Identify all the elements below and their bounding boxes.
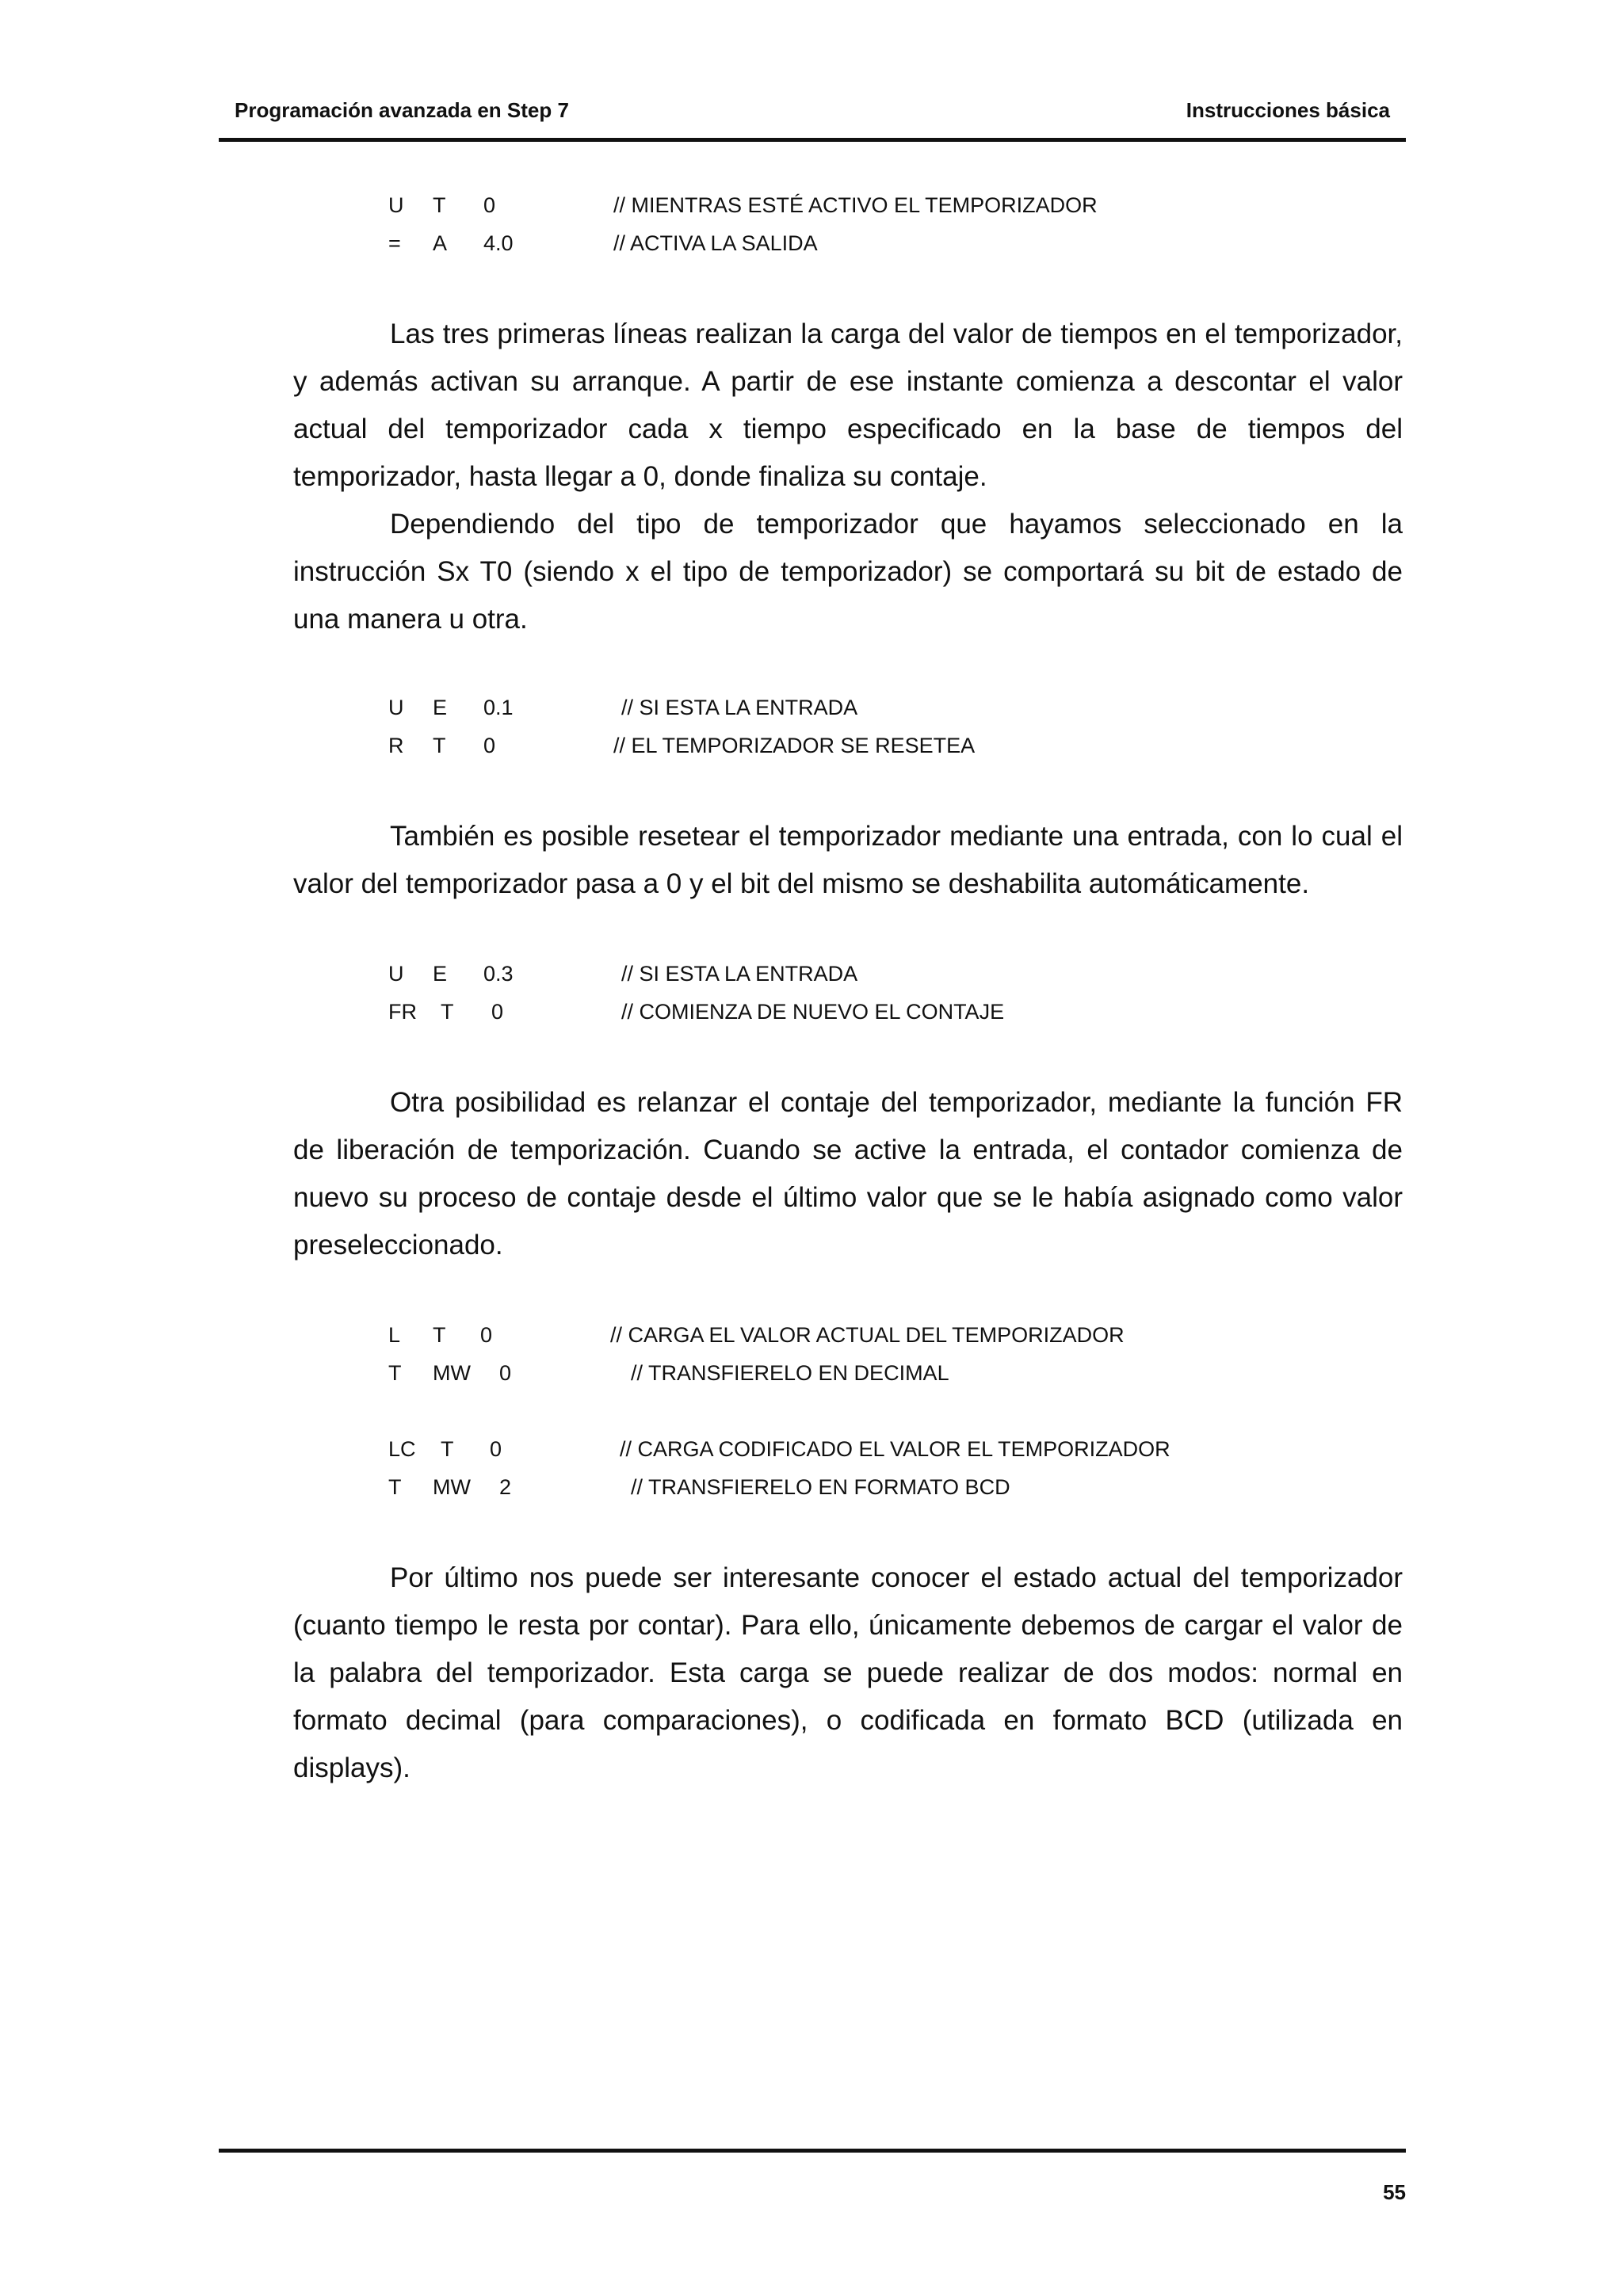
code-op: = (388, 231, 401, 255)
code-operand-1: MW (433, 1475, 471, 1499)
code-op: U (388, 193, 404, 217)
code-op: T (388, 1361, 402, 1385)
paragraph: Las tres primeras líneas realizan la carga del valor de tiempos en el temporizador, y además activan su arranque. A partir de ese instante comienza a descontar el valor actual del temporizador cada x tiempo especificado en la base de tiempos del temporizador, hasta llegar a 0, donde finaliza su contaje. (293, 318, 1403, 492)
code-comment: // SI ESTA LA ENTRADA (621, 962, 858, 986)
code-operand-1: T (441, 1000, 454, 1024)
code-line (388, 962, 1276, 1000)
code-comment: // CARGA CODIFICADO EL VALOR EL TEMPORIZADOR (620, 1437, 1170, 1461)
code-comment: // EL TEMPORIZADOR SE RESETEA (613, 734, 976, 757)
code-operand-2: 0 (491, 1000, 504, 1024)
code-operand-1: T (433, 193, 446, 217)
code-operand-1: T (433, 734, 446, 757)
code-op: L (388, 1323, 401, 1347)
code-line (388, 193, 1276, 231)
code-operand-1: T (433, 1323, 446, 1347)
header-book-title: Programación avanzada en Step 7 (235, 98, 569, 122)
code-comment: // MIENTRAS ESTÉ ACTIVO EL TEMPORIZADOR (613, 193, 1098, 217)
code-block-3 (388, 962, 1276, 1038)
code-operand-2: 0 (490, 1437, 502, 1461)
paragraph: Otra posibilidad es relanzar el contaje del temporizador, mediante la función FR de liberación de temporización. Cuando se active la entrada, el contador comienza de nuevo su proceso de contaje desde el último valor que se le había asignado como valor preseleccionado. (293, 1087, 1403, 1261)
code-line (388, 734, 1276, 772)
code-operand-1: E (433, 962, 448, 986)
code-operand-2: 0.1 (483, 696, 514, 719)
code-comment: // SI ESTA LA ENTRADA (621, 696, 858, 719)
code-operand-2: 0 (499, 1361, 512, 1385)
code-op: U (388, 696, 404, 719)
code-operand-2: 0 (483, 193, 496, 217)
code-op: LC (388, 1437, 416, 1461)
code-line (388, 696, 1276, 734)
code-line (388, 1323, 1276, 1361)
code-op: FR (388, 1000, 417, 1024)
footer-rule (219, 2149, 1406, 2153)
paragraph-block-1 (293, 311, 1403, 643)
code-line (388, 1000, 1276, 1038)
paragraph: Dependiendo del tipo de temporizador que hayamos seleccionado en la instrucción Sx T0 (siendo x el tipo de temporizador) se comportará su bit de estado de una manera u otra. (293, 509, 1403, 635)
code-operand-2: 0.3 (483, 962, 514, 986)
code-op: R (388, 734, 404, 757)
code-op: U (388, 962, 404, 986)
code-block-4 (388, 1323, 1276, 1399)
code-comment: // TRANSFIERELO EN FORMATO BCD (631, 1475, 1010, 1499)
page-header (219, 95, 1406, 139)
code-operand-2: 0 (480, 1323, 493, 1347)
paragraph: Por último nos puede ser interesante conocer el estado actual del temporizador (cuanto tiempo le resta por contar). Para ello, únicamente debemos de cargar el valor de la palabra del temporizador. Esta carga se puede realizar de dos modos: normal en formato decimal (para comparaciones), o codificada en formato BCD (utilizada en displays). (293, 1562, 1403, 1783)
code-operand-2: 0 (483, 734, 496, 757)
code-line (388, 1437, 1276, 1475)
code-operand-1: MW (433, 1361, 471, 1385)
code-comment: // TRANSFIERELO EN DECIMAL (631, 1361, 949, 1385)
page-number: 55 (1383, 2180, 1406, 2204)
header-rule (219, 138, 1406, 142)
paragraph-block-2 (293, 813, 1403, 908)
paragraph-block-4 (293, 1554, 1403, 1792)
code-op: T (388, 1475, 402, 1499)
code-comment: // COMIENZA DE NUEVO EL CONTAJE (621, 1000, 1005, 1024)
code-block-1 (388, 193, 1276, 269)
code-line (388, 1361, 1276, 1399)
code-operand-2: 2 (499, 1475, 512, 1499)
code-operand-1: A (433, 231, 448, 255)
code-comment: // CARGA EL VALOR ACTUAL DEL TEMPORIZADOR (610, 1323, 1125, 1347)
code-line (388, 1475, 1276, 1513)
code-operand-1: T (441, 1437, 454, 1461)
code-block-2 (388, 696, 1276, 772)
code-comment: // ACTIVA LA SALIDA (613, 231, 818, 255)
code-line (388, 231, 1276, 269)
code-operand-1: E (433, 696, 448, 719)
paragraph-block-3 (293, 1079, 1403, 1269)
header-chapter-title: Instrucciones básica (1186, 98, 1390, 122)
code-operand-2: 4.0 (483, 231, 514, 255)
paragraph: También es posible resetear el temporizador mediante una entrada, con lo cual el valor del temporizador pasa a 0 y el bit del mismo se deshabilita automáticamente. (293, 821, 1403, 899)
code-block-5 (388, 1437, 1276, 1513)
